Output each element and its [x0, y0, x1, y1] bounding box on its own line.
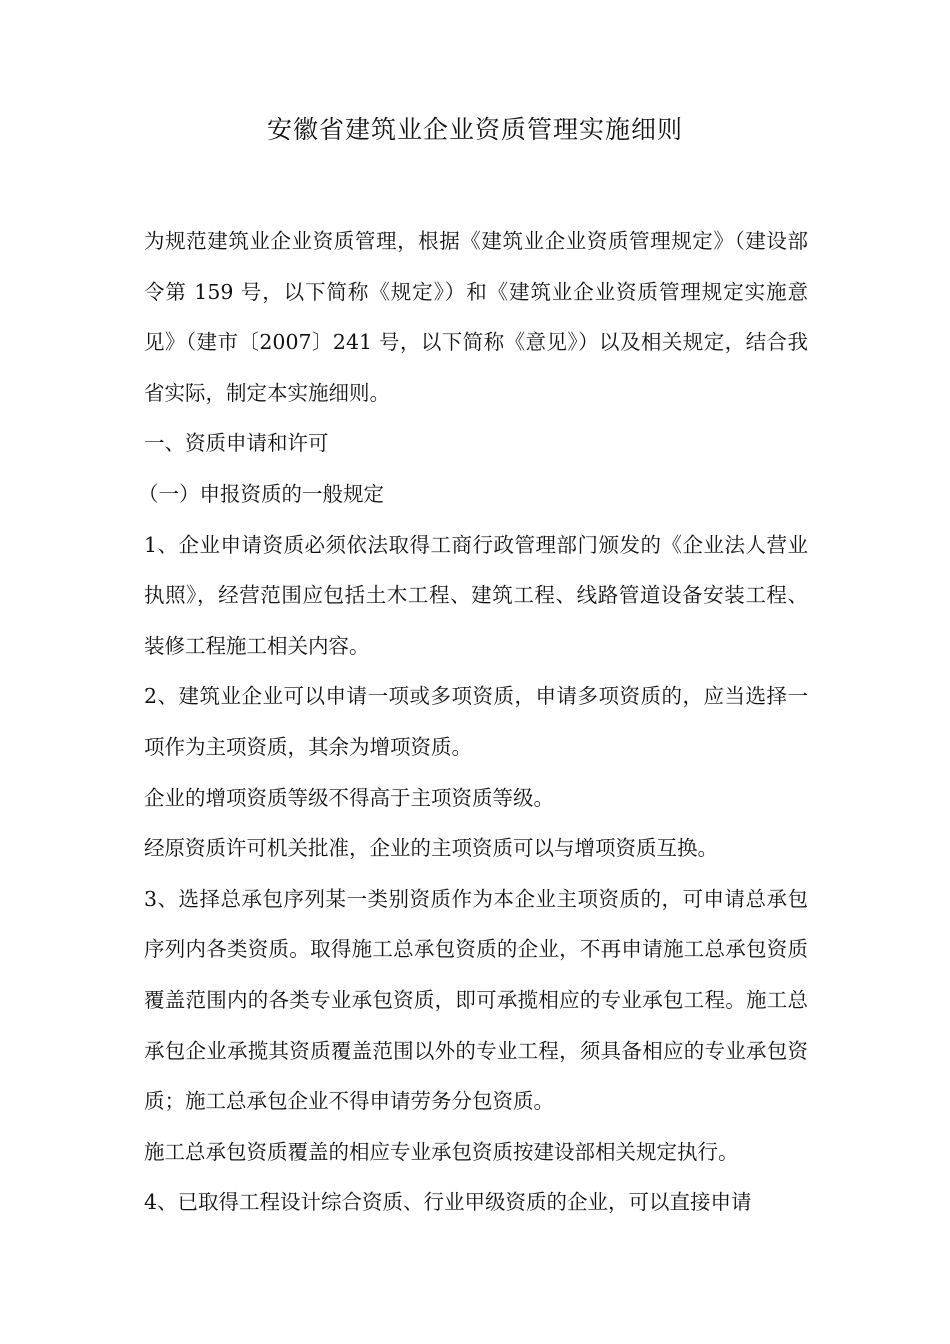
document-body — [138, 216, 808, 1228]
document-title: 安徽省建筑业企业资质管理实施细则 — [266, 115, 683, 144]
clause-paragraph: 2、建筑业企业可以申请一项或多项资质，申请多项资质的，应当选择一项作为主项资质，其余为增项资质。 — [144, 684, 808, 759]
intro-paragraph: 为规范建筑业企业资质管理，根据《建筑业企业资质管理规定》（建设部令第 159 号，以下简称《规定》）和《建筑业企业资质管理规定实施意见》（建市〔2007〕241 号，以下简称《意见》）以及相关规定，结合我省实际，制定本实施细则。 — [144, 229, 808, 405]
section-heading: 一、资质申请和许可 — [144, 431, 329, 456]
clause-paragraph: 3、选择总承包序列某一类别资质作为本企业主项资质的，可申请总承包序列内各类资质。取得施工总承包资质的企业，不再申请施工总承包资质覆盖范围内的各类专业承包资质，即可承揽相应的专业承包工程。施工总承包企业承揽其资质覆盖范围以外的专业工程，须具备相应的专业承包资质；施工总承包企业不得申请劳务分包资质。 — [144, 886, 808, 1114]
clause-paragraph: 企业的增项资质等级不得高于主项资质等级。 — [144, 785, 554, 810]
clause-paragraph: 4、已取得工程设计综合资质、行业甲级资质的企业，可以直接申请 — [144, 1190, 752, 1215]
subsection-heading: （一）申报资质的一般规定 — [138, 481, 384, 506]
clause-paragraph: 1、企业申请资质必须依法取得工商行政管理部门颁发的《企业法人营业执照》，经营范围应包括土木工程、建筑工程、线路管道设备安装工程、装修工程施工相关内容。 — [144, 532, 808, 658]
clause-paragraph: 施工总承包资质覆盖的相应专业承包资质按建设部相关规定执行。 — [144, 1139, 739, 1164]
clause-paragraph: 经原资质许可机关批准，企业的主项资质可以与增项资质互换。 — [144, 836, 718, 861]
